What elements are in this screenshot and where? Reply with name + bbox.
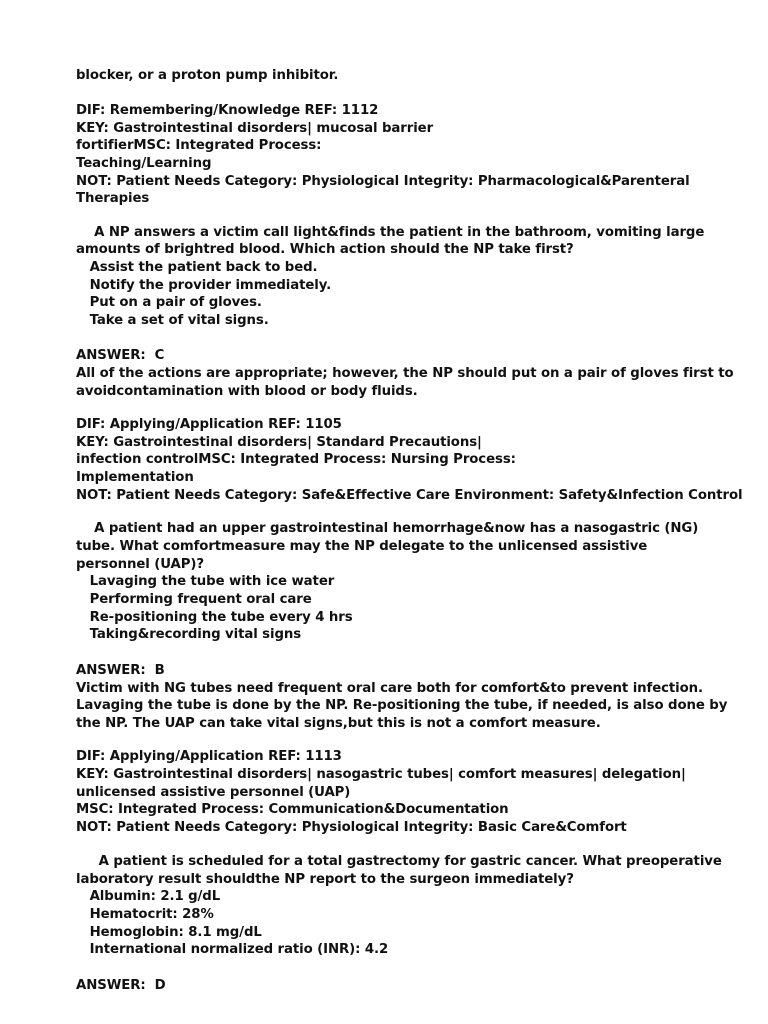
text-line: Implementation (76, 470, 194, 485)
answer-label: ANSWER: C (76, 348, 165, 363)
text-line: NOT: Patient Needs Category: Physiological Integrity: Pharmacological&Parenteral (76, 174, 690, 189)
rationale-text: All of the actions are appropriate; however, the NP should put on a pair of gloves first to (76, 366, 734, 381)
text-line: unlicensed assistive personnel (UAP) (76, 785, 351, 800)
text-line: blocker, or a proton pump inhibitor. (76, 68, 339, 83)
rationale-text: Victim with NG tubes need frequent oral care both for comfort&to prevent infection. (76, 681, 703, 696)
question-text: A NP answers a victim call light&finds the patient in the bathroom, vomiting large (76, 225, 705, 240)
text-line: KEY: Gastrointestinal disorders| Standard Precautions| (76, 435, 482, 450)
question-text: A patient is scheduled for a total gastrectomy for gastric cancer. What preoperative (76, 854, 722, 869)
text-line: MSC: Integrated Process: Communication&Documentation (76, 802, 509, 817)
rationale-text: Lavaging the tube is done by the NP. Re-positioning the tube, if needed, is also done by (76, 698, 728, 713)
answer-option: International normalized ratio (INR): 4.2 (76, 942, 389, 957)
text-line: NOT: Patient Needs Category: Physiological Integrity: Basic Care&Comfort (76, 820, 627, 835)
question-text: A patient had an upper gastrointestinal hemorrhage&now has a nasogastric (NG) (76, 521, 699, 536)
text-line: NOT: Patient Needs Category: Safe&Effective Care Environment: Safety&Infection Control (76, 488, 743, 503)
text-line: DIF: Remembering/Knowledge REF: 1112 (76, 103, 379, 118)
answer-option: Performing frequent oral care (76, 592, 312, 607)
question-text: tube. What comfortmeasure may the NP delegate to the unlicensed assistive (76, 539, 648, 554)
text-line: Teaching/Learning (76, 156, 212, 171)
answer-option: Lavaging the tube with ice water (76, 574, 335, 589)
question-text: laboratory result shouldthe NP report to the surgeon immediately? (76, 872, 574, 887)
rationale-text: avoidcontamination with blood or body fluids. (76, 384, 418, 399)
answer-option: Put on a pair of gloves. (76, 295, 262, 310)
text-line: DIF: Applying/Application REF: 1105 (76, 417, 342, 432)
answer-label: ANSWER: B (76, 663, 165, 678)
answer-option: Albumin: 2.1 g/dL (76, 889, 221, 904)
answer-option: Taking&recording vital signs (76, 627, 302, 642)
answer-option: Assist the patient back to bed. (76, 260, 318, 275)
text-line: fortifierMSC: Integrated Process: (76, 138, 322, 153)
answer-option: Hematocrit: 28% (76, 907, 214, 922)
text-line: DIF: Applying/Application REF: 1113 (76, 749, 342, 764)
answer-option: Hemoglobin: 8.1 mg/dL (76, 925, 262, 940)
rationale-text: the NP. The UAP can take vital signs,but this is not a comfort measure. (76, 716, 601, 731)
answer-option: Re-positioning the tube every 4 hrs (76, 610, 353, 625)
text-line: Therapies (76, 191, 150, 206)
answer-option: Notify the provider immediately. (76, 278, 332, 293)
answer-option: Take a set of vital signs. (76, 313, 269, 328)
question-text: personnel (UAP)? (76, 557, 204, 572)
text-line: KEY: Gastrointestinal disorders| nasogastric tubes| comfort measures| delegation| (76, 767, 686, 782)
text-line: infection controlMSC: Integrated Process: Nursing Process: (76, 452, 516, 467)
answer-label: ANSWER: D (76, 978, 166, 993)
question-text: amounts of brightred blood. Which action should the NP take first? (76, 242, 574, 257)
text-line: KEY: Gastrointestinal disorders| mucosal barrier (76, 121, 434, 136)
